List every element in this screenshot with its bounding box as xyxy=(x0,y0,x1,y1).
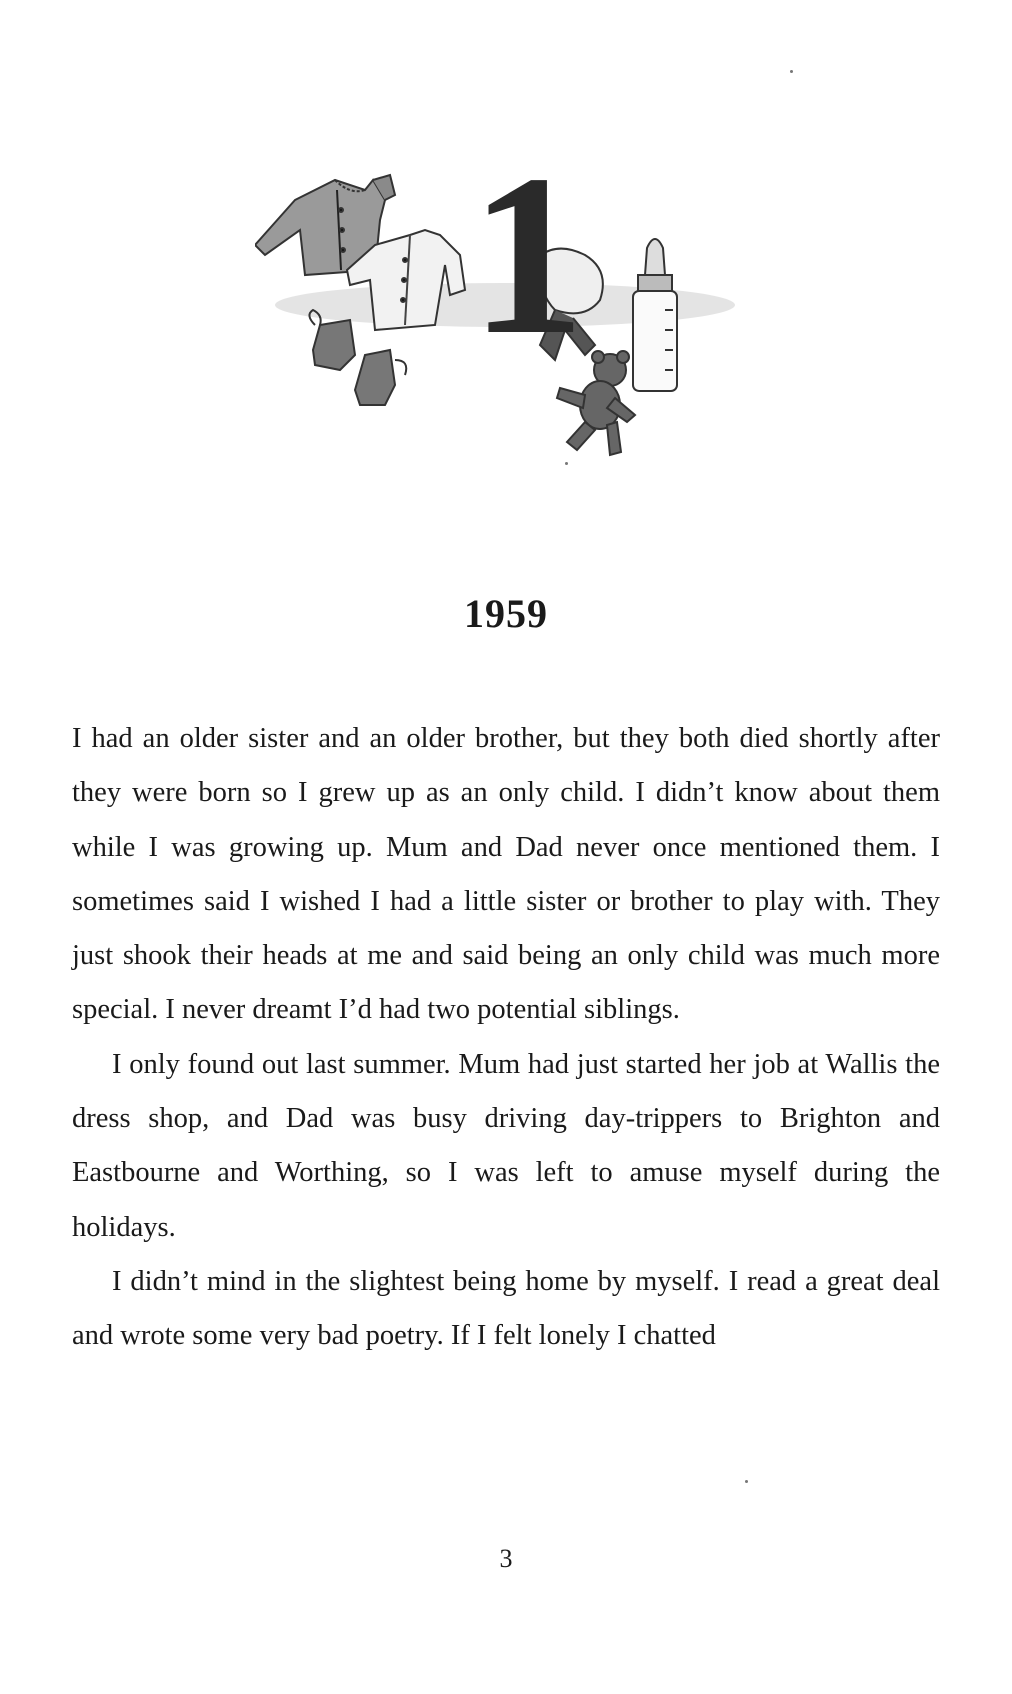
paragraph-1: I had an older sister and an older brother, but they both died shortly after they were born so I grew up as an only child. I didn’t know about them while I was growing up. Mum and Dad never once mentioned them. I sometimes said I wished I had a little sister or brother to play with. They just shook their heads at me and said being an only child was much more special. I never dreamt I’d had two potential siblings. xyxy=(72,723,940,1026)
scan-speck xyxy=(745,1480,748,1483)
scan-speck xyxy=(565,462,568,465)
page-number: 3 xyxy=(499,1544,513,1573)
scan-speck xyxy=(790,70,793,73)
bottle-drawing xyxy=(633,239,677,391)
paragraph-3: I didn’t mind in the slightest being home by myself. I read a great deal and wrote some very bad poetry. If I felt lonely I chatted xyxy=(72,1265,940,1352)
paragraph-2: I only found out last summer. Mum had just started her job at Wallis the dress shop, and Dad was busy driving day-trippers to Brighton and Eastbourne and Worthing, so I was left to amuse myself during the holidays. xyxy=(72,1048,940,1243)
chapter-number: 1 xyxy=(470,127,585,382)
chapter-title: 1959 xyxy=(464,591,548,636)
body-text xyxy=(72,712,940,1364)
